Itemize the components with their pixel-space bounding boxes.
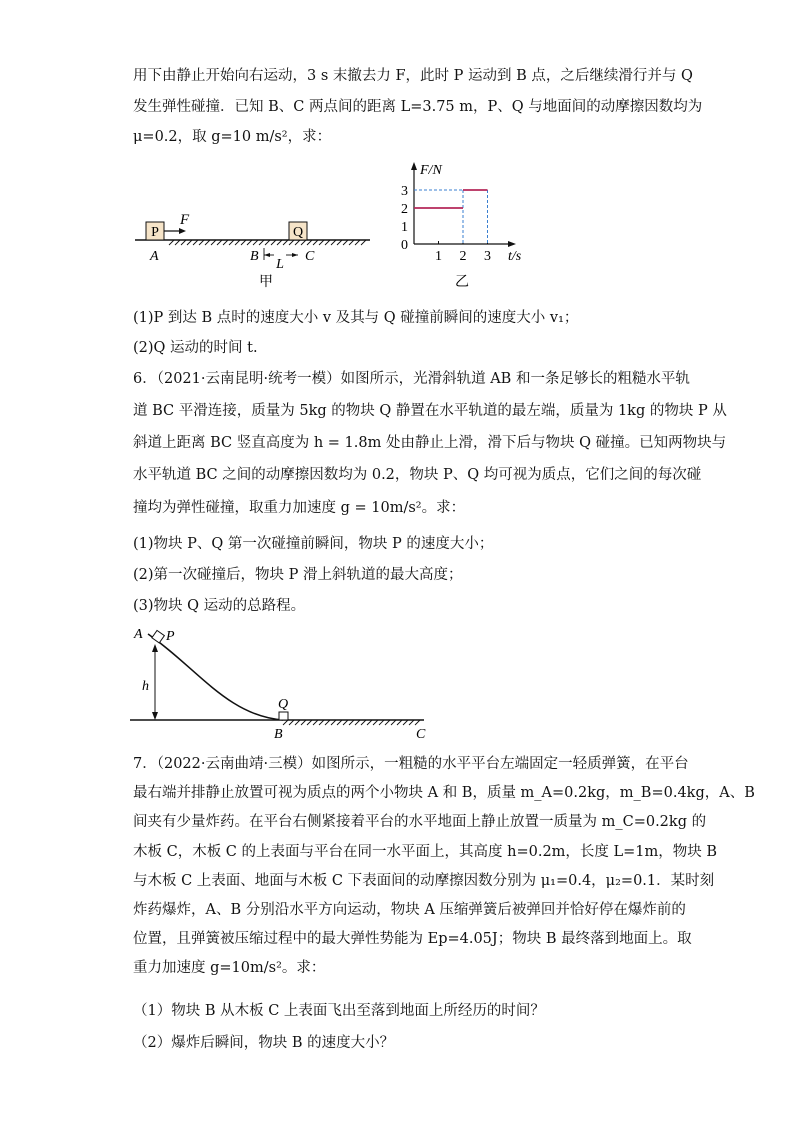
p7-text-line-2: 最右端并排静止放置可视为质点的两个小物块 A 和 B，质量 m_A=0.2kg，m_B=0.4kg，A、B <box>133 785 755 801</box>
p7-question-2: （2）爆炸后瞬间，物块 B 的速度大小？ <box>133 1035 395 1051</box>
p6-text-line-4: 水平轨道 BC 之间的动摩擦因数均为 0.2，物块 P、Q 均可视为质点，它们之间的每次碰 <box>133 467 702 483</box>
p5-text-line-3: μ=0.2，取 g=10 m/s²，求： <box>133 129 332 145</box>
label-b-incline: B <box>274 727 283 742</box>
caption-jia: 甲 <box>259 275 273 290</box>
p7-text-line-4: 木板 C，木板 C 的上表面与平台在同一水平面上，其高度 h=0.2m，长度 L=1m，物块 B <box>133 844 718 860</box>
label-a: A <box>150 249 159 264</box>
p7-question-1: （1）物块 B 从木板 C 上表面飞出至落到地面上所经历的时间？ <box>133 1003 545 1019</box>
block-q-incline <box>279 712 288 720</box>
label-force: F <box>180 212 190 228</box>
p7-text-line-6: 炸药爆炸，A、B 分别沿水平方向运动，物块 A 压缩弹簧后被弹回并恰好停在爆炸前的 <box>133 902 686 918</box>
label-c-incline: C <box>416 727 426 742</box>
y-tick-label-0: 0 <box>401 238 408 253</box>
p7-text-line-3: 间夹有少量炸药。在平台右侧紧接着平台的水平地面上静止放置一质量为 m_C=0.2kg 的 <box>133 814 707 830</box>
caption-yi: 乙 <box>455 275 469 290</box>
figure-yi-chart <box>388 158 538 296</box>
label-a-incline: A <box>134 627 143 642</box>
y-tick-label-1: 1 <box>401 220 408 235</box>
p5-text-line-2: 发生弹性碰撞．已知 B、C 两点间的距离 L=3.75 m，P、Q 与地面间的动摩擦因数均为 <box>133 99 703 115</box>
label-p: P <box>151 225 159 240</box>
curved-track <box>148 634 283 720</box>
x-tick-label-1: 1 <box>435 249 442 264</box>
p5-text-line-1: 用下由静止开始向右运动，3 s 末撤去力 F，此时 P 运动到 B 点，之后继续滑行并与 Q <box>133 68 693 84</box>
p6-text-line-5: 撞均为弹性碰撞，取重力加速度 g = 10m/s²。求： <box>133 500 466 516</box>
label-h: h <box>142 679 149 694</box>
x-axis-label: t/s <box>508 249 522 264</box>
p6-question-1: (1)物块 P、Q 第一次碰撞前瞬间，物块 P 的速度大小； <box>133 536 494 552</box>
label-q: Q <box>292 225 304 240</box>
p6-text-line-3: 斜道上距离 BC 竖直高度为 h = 1.8m 处由静止上滑，滑下后与物块 Q 碰撞。已知两物块与 <box>133 435 727 451</box>
block-p-incline <box>152 630 165 643</box>
x-tick-label-3: 3 <box>484 249 491 264</box>
p5-question-2: (2)Q 运动的时间 t. <box>133 340 258 356</box>
p7-text-line-7: 位置，且弹簧被压缩过程中的最大弹性势能为 Ep=4.05J；物块 B 最终落到地面上。取 <box>133 931 692 947</box>
p6-question-3: (3)物块 Q 运动的总路程。 <box>133 598 306 614</box>
label-b: B <box>250 249 259 264</box>
label-c: C <box>305 249 315 264</box>
p6-question-2: (2)第一次碰撞后，物块 P 滑上斜轨道的最大高度； <box>133 567 463 583</box>
p6-text-line-1: 6．（2021·云南昆明·统考一模）如图所示，光滑斜轨道 AB 和一条足够长的粗糙水平轨 <box>133 371 690 387</box>
p6-text-line-2: 道 BC 平滑连接，质量为 5kg 的物块 Q 静置在水平轨道的最左端，质量为 1kg 的物块 P 从 <box>133 403 727 419</box>
p7-text-line-8: 重力加速度 g=10m/s²。求： <box>133 960 326 976</box>
y-tick-label-3: 3 <box>401 184 408 199</box>
label-length: L <box>276 257 284 272</box>
label-q-incline: Q <box>278 697 289 712</box>
p5-question-1: (1)P 到达 B 点时的速度大小 v 及其与 Q 碰撞前瞬间的速度大小 v₁； <box>133 310 579 326</box>
y-axis-label: F/N <box>420 163 442 178</box>
p7-text-line-5: 与木板 C 上表面、地面与木板 C 下表面间的动摩擦因数分别为 μ₁=0.4，μ₂=0.1．某时刻 <box>133 873 715 889</box>
p7-text-line-1: 7．（2022·云南曲靖·三模）如图所示，一粗糙的水平平台左端固定一轻质弹簧，在平台 <box>133 756 689 772</box>
y-tick-label-2: 2 <box>401 202 408 217</box>
x-tick-label-2: 2 <box>459 249 467 264</box>
figure-jia <box>130 200 380 290</box>
figure-incline <box>128 624 438 744</box>
label-p-incline: P <box>166 629 175 644</box>
